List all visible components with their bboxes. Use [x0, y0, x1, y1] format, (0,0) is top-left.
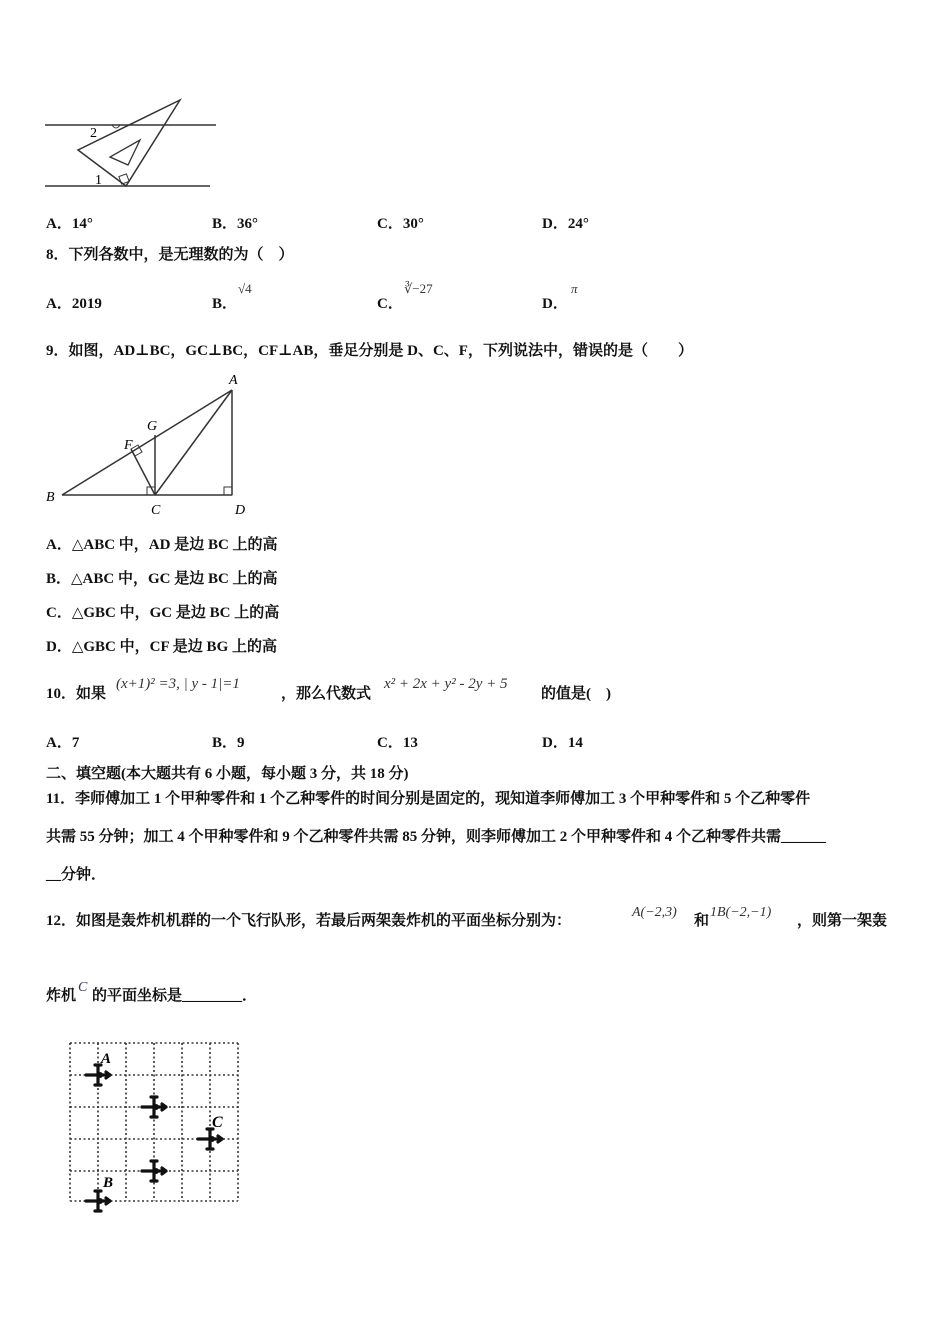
section-2-title: 二、填空题(本大题共有 6 小题，每小题 3 分，共 18 分)	[46, 766, 409, 782]
plane-c-label: C	[212, 1114, 223, 1131]
q12-coord-a: A(−2,3)	[632, 905, 677, 920]
q10-suffix: 的值是( )	[541, 686, 611, 702]
q10-option-d: D．14	[542, 735, 583, 751]
q10-option-b: B．9	[212, 735, 245, 751]
q10-option-c: C．13	[377, 735, 418, 751]
q10-prefix: 10．如果	[46, 686, 107, 702]
q9-stem: 9．如图，AD⊥BC，GC⊥BC，CF⊥AB，垂足分别是 D、C、F，下列说法中，错误的是（ ）	[46, 343, 693, 359]
q8-option-c-value: ∛−27	[404, 281, 433, 296]
q12-figure	[60, 1035, 250, 1215]
q10-option-a: A．7	[46, 735, 80, 751]
q7-option-d: D．24°	[542, 216, 589, 232]
q9-option-c: C．△GBC 中，GC 是边 BC 上的高	[46, 605, 280, 621]
q12-conj: 和	[694, 913, 710, 929]
q11-line-1: 11．李师傅加工 1 个甲种零件和 1 个乙种零件的时间分别是固定的，现知道李师傅加工 3 个甲种零件和 5 个乙种零件	[46, 791, 811, 807]
q7-option-c: C．30°	[377, 216, 424, 232]
q10-expression: x² + 2x + y² - 2y + 5	[384, 676, 508, 692]
angle-1-label: 1	[95, 173, 102, 188]
q8-option-c-letter: C．	[377, 296, 403, 312]
q12-prefix: 12．如图是轰炸机机群的一个飞行队形，若最后两架轰炸机的平面坐标分别为：	[46, 913, 572, 929]
point-f-label: F	[124, 438, 133, 453]
q8-option-b-letter: B．	[212, 296, 238, 312]
point-b-label: B	[46, 490, 55, 505]
set-square-outer	[78, 100, 180, 186]
point-a-label: A	[229, 373, 238, 388]
q9-option-b: B．△ABC 中，GC 是边 BC 上的高	[46, 571, 278, 587]
bomber-2	[142, 1097, 166, 1117]
q10-mid: ，那么代数式	[281, 686, 372, 702]
q9-option-d: D．△GBC 中，CF 是边 BG 上的高	[46, 639, 277, 655]
q9-figure	[40, 368, 260, 520]
q12-line2-prefix: 炸机	[46, 988, 77, 1004]
right-angle-d	[224, 487, 232, 495]
plane-a-label: A	[101, 1051, 112, 1067]
q9-option-a: A．△ABC 中，AD 是边 BC 上的高	[46, 537, 278, 553]
q12-suffix: ，则第一架轰	[797, 913, 888, 929]
q8-option-d-value: π	[571, 281, 578, 296]
bomber-c	[198, 1129, 222, 1149]
q7-figure	[40, 95, 225, 195]
q12-line2-suffix: 的平面坐标是________．	[92, 988, 258, 1004]
q10-condition: (x+1)² =3, | y - 1|=1	[116, 676, 240, 692]
q8-option-b-value: √4	[238, 281, 252, 296]
q8-option-d-letter: D．	[542, 296, 568, 312]
q7-option-a: A．14°	[46, 216, 93, 232]
bomber-b	[86, 1191, 110, 1211]
q11-line-2: 共需 55 分钟；加工 4 个甲种零件和 9 个乙种零件共需 85 分钟，则李师傅加工 2 个甲种零件和 4 个乙种零件共需______	[46, 829, 827, 845]
set-square-inner	[110, 140, 140, 165]
q7-option-b: B．36°	[212, 216, 259, 232]
q8-option-a: A．2019	[46, 296, 102, 312]
segment-ac	[155, 390, 232, 495]
point-g-label: G	[147, 419, 158, 434]
q12-var-c: C	[78, 980, 88, 995]
angle-2-label: 2	[90, 126, 97, 141]
q12-coord-b: 1B(−2,−1)	[710, 905, 772, 920]
bomber-4	[142, 1161, 166, 1181]
point-d-label: D	[235, 503, 246, 518]
plane-b-label: B	[103, 1175, 114, 1191]
q11-line-3: __分钟．	[46, 867, 107, 883]
bomber-a	[86, 1065, 110, 1085]
q8-stem: 8．下列各数中，是无理数的为（ ）	[46, 247, 294, 263]
point-c-label: C	[151, 503, 161, 518]
